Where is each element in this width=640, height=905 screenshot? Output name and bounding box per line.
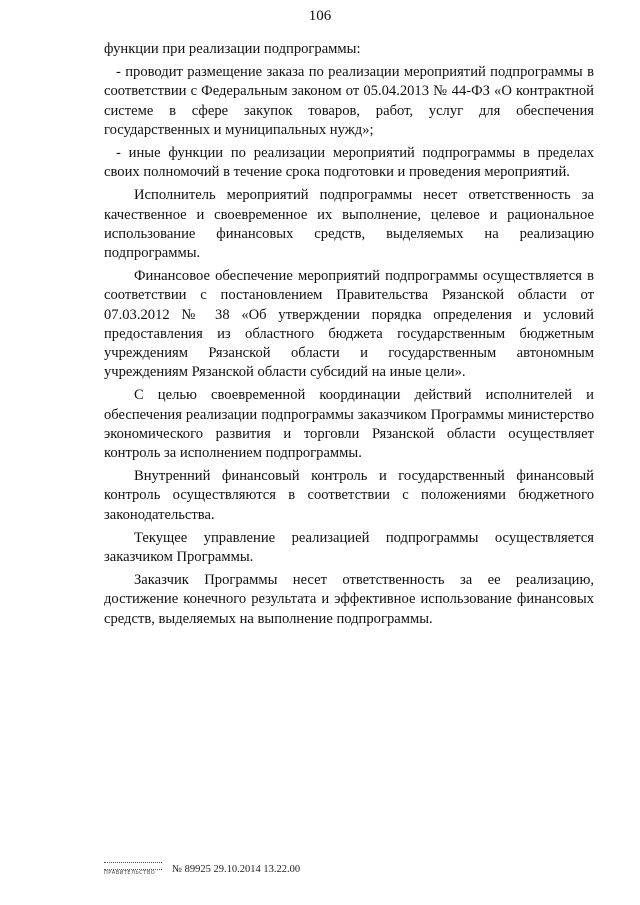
- stamp-dots: [104, 862, 162, 870]
- paragraph: Текущее управление реализацией подпрограммы осуществляется заказчиком Программы.: [104, 529, 594, 566]
- footer: [104, 858, 300, 880]
- bullet-paragraph: - иные функции по реализации мероприятий подпрограммы в пределах своих полномочий в течение срока подготовки и проведения мероприятий.: [104, 145, 594, 181]
- stamp-text: ПРАВИТЕЛЬСТВО: [104, 870, 156, 876]
- paragraph: Внутренний финансовый контроль и государственный финансовый контроль осуществляются в соответствии с положениями бюджетного законодательства.: [104, 468, 594, 523]
- registration-number: № 89925 29.10.2014 13.22.00: [172, 863, 301, 875]
- paragraph: Исполнитель мероприятий подпрограммы несет ответственность за качественное и своевременное их выполнение, целевое и рациональное использование финансовых средств, выделяемых на реализацию подпрограммы.: [104, 187, 594, 262]
- paragraph: Заказчик Программы несет ответственность за ее реализацию, достижение конечного результата и эффективное использование финансовых средств, выделяемых на выполнение подпрограммы.: [104, 572, 594, 627]
- paragraph: С целью своевременной координации действий исполнителей и обеспечения реализации подпрограммы заказчиком Программы министерство экономического развития и торговли Рязанской области осуществляет контроль за исполнением подпрограммы.: [104, 387, 594, 462]
- stamp-icon: [104, 858, 162, 880]
- paragraph: Финансовое обеспечение мероприятий подпрограммы осуществляется в соответствии с постановлением Правительства Рязанской области от 07.03.2012 № 38 «Об утверждении порядка определения и условий предоставления из областного бюджета государственным бюджетным учреждениям Рязанской области и государственным автономным учреждениям Рязанской области субсидий на иные цели».: [104, 268, 594, 381]
- paragraph: функции при реализации подпрограммы:: [104, 41, 361, 57]
- document-body: [104, 40, 594, 633]
- page-number: 106: [308, 8, 332, 24]
- bullet-paragraph: - проводит размещение заказа по реализации мероприятий подпрограммы в соответствии с Федеральным законом от 05.04.2013 № 44-ФЗ «О контрактной системе в сфере закупок товаров, работ, услуг для обеспечения государственных и муниципальных нужд»;: [104, 64, 594, 138]
